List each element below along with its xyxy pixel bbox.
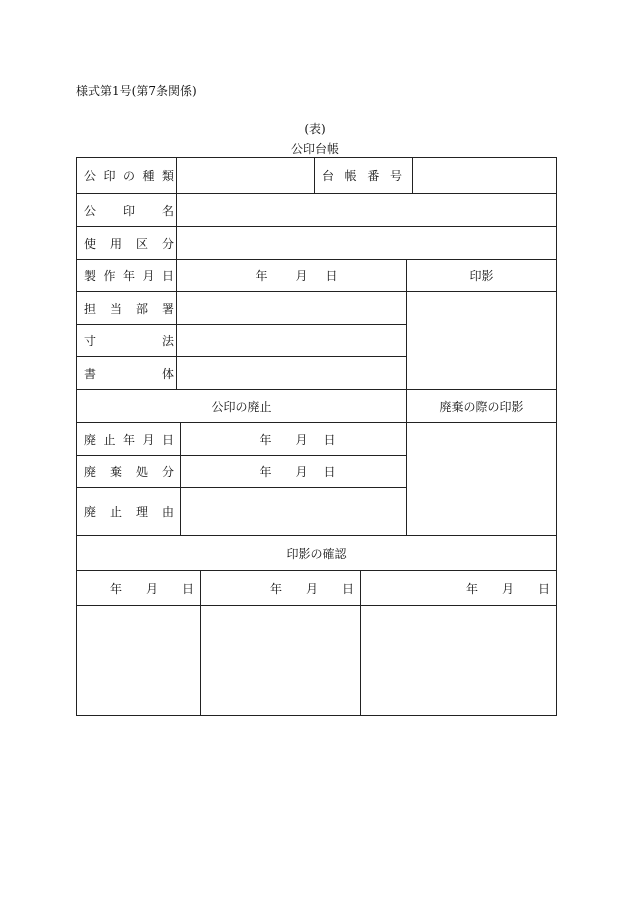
label-text: 担 当 部 署	[84, 301, 174, 316]
confirm-table	[76, 570, 557, 716]
abolition-impression-header: 廃棄の際の印影	[407, 390, 557, 423]
confirm-date-2[interactable]: 年 月 日	[201, 571, 361, 606]
label-ledger-no	[315, 158, 413, 194]
label-seal-type	[77, 158, 177, 194]
label-text: 廃 棄 処 分	[84, 465, 174, 479]
size-field[interactable]	[177, 325, 407, 357]
seal-type-field[interactable]	[177, 158, 315, 194]
use-section-field[interactable]	[177, 227, 557, 260]
label-text: 公 印 の 種 類	[84, 169, 174, 183]
disposal-date-field[interactable]: 年 月 日	[181, 456, 407, 488]
label-use-section	[77, 227, 177, 260]
seal-name-field[interactable]	[177, 194, 557, 227]
reason-field[interactable]	[181, 488, 407, 536]
label-text: 廃 止 理 由	[84, 505, 174, 519]
document-title: 公印台帳	[290, 142, 339, 156]
ledger-table	[76, 157, 557, 571]
side-label: (表)	[304, 122, 326, 136]
made-date-field[interactable]: 年 月 日	[177, 260, 407, 292]
label-typeface	[77, 357, 177, 390]
confirm-date-3[interactable]: 年 月 日	[361, 571, 557, 606]
typeface-field[interactable]	[177, 357, 407, 390]
label-text: 廃 止 年 月 日	[84, 432, 174, 447]
confirm-date-1[interactable]: 年 月 日	[77, 571, 201, 606]
label-reason	[77, 488, 181, 536]
ledger-no-field[interactable]	[413, 158, 557, 194]
abolition-impression-box[interactable]	[407, 423, 557, 536]
label-seal-impression: 印影	[407, 260, 557, 292]
label-text: 書 体	[84, 366, 174, 381]
confirm-impression-3[interactable]	[361, 606, 557, 716]
confirm-impression-1[interactable]	[77, 606, 201, 716]
form-reference: 様式第1号(第7条関係)	[76, 84, 197, 98]
seal-impression-box[interactable]	[407, 292, 557, 390]
label-text: 公 印 名	[84, 203, 174, 218]
label-text: 使 用 区 分	[84, 236, 174, 251]
label-text: 製 作 年 月 日	[84, 269, 174, 283]
abolition-header: 公印の廃止	[77, 390, 407, 423]
label-seal-name	[77, 194, 177, 227]
label-text: 台 帳 番 号	[322, 169, 402, 183]
confirm-header: 印影の確認	[77, 536, 557, 571]
person-in-charge-field[interactable]	[177, 292, 407, 325]
confirm-impression-2[interactable]	[201, 606, 361, 716]
label-disposal	[77, 456, 181, 488]
label-size	[77, 325, 177, 357]
label-person-in-charge	[77, 292, 177, 325]
abolish-date-field[interactable]: 年 月 日	[181, 423, 407, 456]
label-text: 寸 法	[84, 334, 174, 348]
label-abolish-date	[77, 423, 181, 456]
label-made-date	[77, 260, 177, 292]
